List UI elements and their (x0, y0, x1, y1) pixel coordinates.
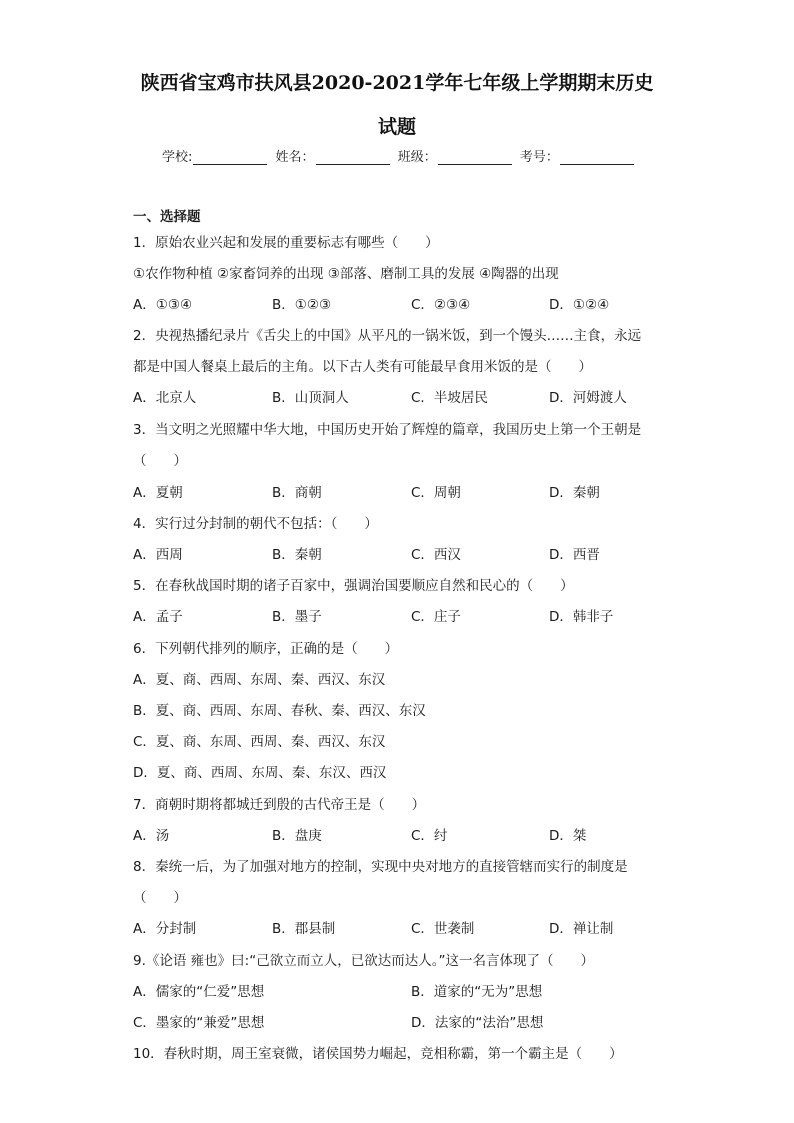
question-5-stem: 5．在春秋战国时期的诸子百家中，强调治国要顺应自然和民心的（ ） (133, 578, 574, 594)
option-a: A．北京人 (133, 390, 197, 406)
option-a: A．夏朝 (133, 485, 183, 501)
question-6-option-d: D．夏、商、西周、东周、秦、东汉、西汉 (133, 765, 387, 781)
question-9-options-row1 (133, 983, 693, 1001)
question-6-option-c: C．夏、商、东周、西周、秦、西汉、东汉 (133, 734, 386, 750)
exam-number-label: 考号： (519, 150, 559, 165)
question-8-stem-line2: （ ） (133, 890, 187, 906)
option-a: A．西周 (133, 547, 183, 563)
option-d: D．韩非子 (549, 609, 614, 625)
question-1-note: ①农作物种植 ②家畜饲养的出现 ③部落、磨制工具的发展 ④陶器的出现 (133, 266, 559, 282)
question-6-option-a: A．夏、商、西周、东周、秦、西汉、东汉 (133, 672, 386, 688)
exam-title-line2: 试题 (377, 116, 416, 138)
question-5-options (133, 608, 693, 626)
question-2-options (133, 389, 693, 407)
question-2-stem-line1: 2．央视热播纪录片《舌尖上的中国》从平凡的一锅米饭，到一个馒头……主食，永远 (133, 328, 642, 344)
question-9-options-row2 (133, 1014, 693, 1032)
option-c: C．世袭制 (411, 921, 475, 937)
question-4-options (133, 546, 693, 564)
question-7-stem: 7．商朝时期将都城迁到殷的古代帝王是（ ） (133, 797, 426, 813)
question-10-stem: 10．春秋时期，周王室衰微，诸侯国势力崛起，竞相称霸，第一个霸主是（ ） (133, 1046, 623, 1062)
option-d: D．河姆渡人 (549, 390, 627, 406)
option-c: C．墨家的“兼爱”思想 (133, 1015, 265, 1031)
question-7-options (133, 827, 693, 845)
option-a: A．儒家的“仁爱”思想 (133, 984, 265, 1000)
question-2-stem-line2: 都是中国人餐桌上最后的主角。以下古人类有可能最早食用米饭的是（ ） (133, 359, 592, 375)
name-blank[interactable] (316, 150, 390, 165)
option-d: D．西晋 (549, 547, 600, 563)
option-b: B．山顶洞人 (272, 390, 349, 406)
class-blank[interactable] (438, 150, 512, 165)
option-a: A．①③④ (133, 297, 193, 313)
option-a: A．汤 (133, 828, 170, 844)
option-c: C．半坡居民 (411, 390, 488, 406)
question-4-stem: 4．实行过分封制的朝代不包括：（ ） (133, 516, 378, 532)
exam-title-line1: 陕西省宝鸡市扶风县2020-2021学年七年级上学期期末历史 (140, 72, 654, 94)
section-heading: 一、选择题 (133, 209, 201, 225)
option-b: B．墨子 (272, 609, 322, 625)
school-label: 学校: (162, 150, 193, 165)
question-6-option-b: B．夏、商、西周、东周、春秋、秦、西汉、东汉 (133, 703, 426, 719)
option-d: D．禅让制 (549, 921, 614, 937)
option-d: D．桀 (549, 828, 587, 844)
option-c: C．西汉 (411, 547, 461, 563)
name-label: 姓名： (275, 150, 315, 165)
question-9-stem: 9.《论语 雍也》曰:“己欲立而立人，已欲达而达人。”这一名言体现了（ ） (133, 953, 594, 969)
student-info-row (162, 146, 638, 165)
option-c: C．纣 (411, 828, 448, 844)
option-d: D．法家的“法治”思想 (411, 1015, 544, 1031)
option-b: B．道家的“无为”思想 (411, 984, 543, 1000)
option-b: B．盘庚 (272, 828, 322, 844)
option-a: A．分封制 (133, 921, 197, 937)
school-blank[interactable] (193, 150, 267, 165)
question-8-options (133, 920, 693, 938)
question-3-stem-line1: 3．当文明之光照耀中华大地，中国历史开始了辉煌的篇章，我国历史上第一个王朝是 (133, 422, 642, 438)
option-b: B．秦朝 (272, 547, 322, 563)
option-b: B．郡县制 (272, 921, 336, 937)
option-c: C．②③④ (411, 297, 471, 313)
option-b: B．商朝 (272, 485, 322, 501)
question-1-stem: 1．原始农业兴起和发展的重要标志有哪些（ ） (133, 235, 439, 251)
option-b: B．①②③ (272, 297, 332, 313)
option-d: D．秦朝 (549, 485, 600, 501)
class-label: 班级： (397, 150, 437, 165)
option-d: D．①②④ (549, 297, 610, 313)
option-a: A．孟子 (133, 609, 183, 625)
exam-number-blank[interactable] (560, 150, 634, 165)
option-c: C．庄子 (411, 609, 461, 625)
option-c: C．周朝 (411, 485, 461, 501)
question-6-stem: 6．下列朝代排列的顺序，正确的是（ ） (133, 641, 399, 657)
question-8-stem-line1: 8．秦统一后，为了加强对地方的控制，实现中央对地方的直接管辖而实行的制度是 (133, 859, 628, 875)
question-1-options (133, 296, 693, 314)
question-3-options (133, 484, 693, 502)
question-3-stem-line2: （ ） (133, 453, 187, 469)
